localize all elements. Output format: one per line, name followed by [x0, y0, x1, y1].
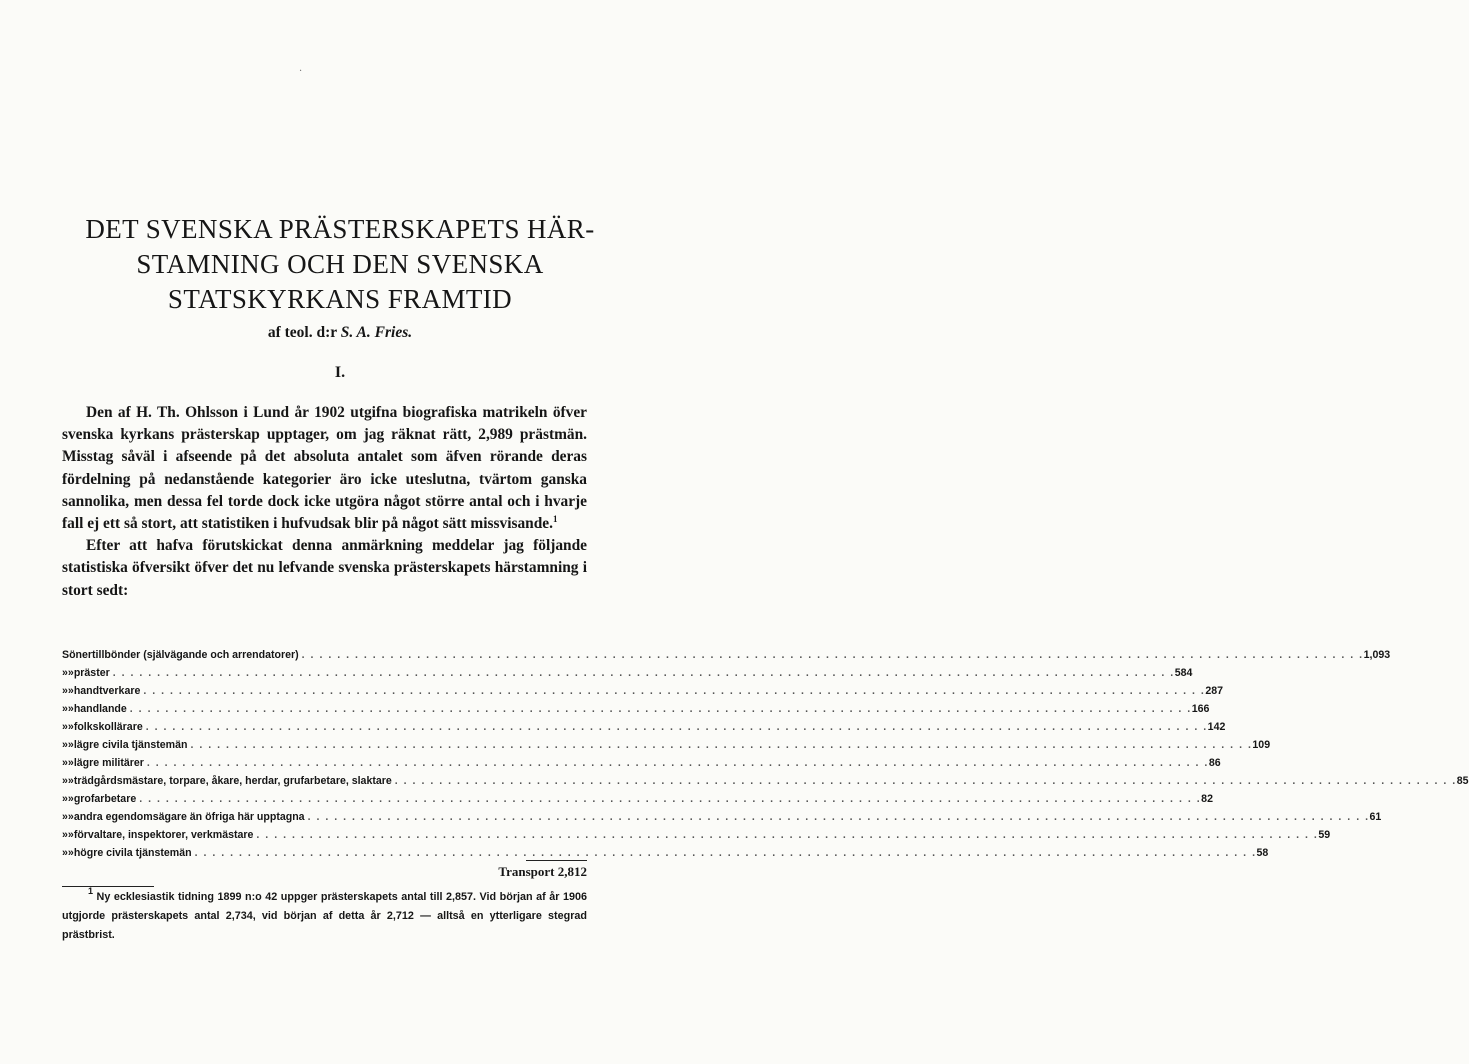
title-line-3: STATSKYRKANS FRAMTID: [167, 284, 513, 314]
row-connector: »: [67, 667, 74, 679]
row-label-cell: [74, 808, 1370, 826]
row-label-cell: [74, 736, 1253, 754]
row-connector: »: [67, 757, 74, 769]
author-name: S. A. Fries.: [340, 324, 413, 341]
author-line: [40, 324, 640, 342]
page-speck: ·: [299, 66, 303, 77]
row-label-cell: [74, 682, 1206, 700]
row-connector: »: [67, 793, 74, 805]
row-connector: »: [67, 739, 74, 751]
sum-rule: [526, 860, 587, 861]
footnote-mark: 1: [88, 886, 94, 896]
row-connector: »: [67, 703, 74, 715]
dot-leader: . . . . . . . . . . . . . . . . . . . . . . . . . . . . . . . . . . . . . . . . . . . . . . . . . . . . . . . . . . . . . . . . . . . . . . . . . . . . . . . . . . . . . . . . . . . . . . . . . . . . . . . . . . . . . . . . . . . . . . . .: [194, 847, 1257, 859]
row-value: 584: [1174, 667, 1193, 679]
table-row: [62, 682, 1223, 700]
dot-leader: . . . . . . . . . . . . . . . . . . . . . . . . . . . . . . . . . . . . . . . . . . . . . . . . . . . . . . . . . . . . . . . . . . . . . . . . . . . . . . . . . . . . . . . . . . . . . . . . . . . . . . . . . . . . . . . . . . . . . . . .: [256, 829, 1319, 841]
row-prefix: »: [62, 829, 68, 841]
row-connector: till: [92, 649, 105, 661]
article-title: [40, 212, 640, 317]
footnote-paragraph: [62, 888, 587, 945]
dot-leader: . . . . . . . . . . . . . . . . . . . . . . . . . . . . . . . . . . . . . . . . . . . . . . . . . . . . . . . . . . . . . . . . . . . . . . . . . . . . . . . . . . . . . . . . . . . . . . . . . . . . . . . . . . . . . . . . . . . . . . . .: [112, 667, 1175, 679]
row-prefix: »: [62, 685, 68, 697]
row-label-cell: [74, 754, 1209, 772]
footnote-text: Ny ecklesiastik tidning 1899 n:o 42 uppger prästerskapets antal till 2,857. Vid början af år 1906 utgjorde prästerskapets antal 2,734, vid början af detta år 2,712 — alltså en ytterligare stegrad prästbrist.: [62, 891, 587, 941]
row-prefix: »: [62, 793, 68, 805]
row-prefix: Söner: [62, 649, 93, 661]
row-prefix: »: [62, 739, 68, 751]
row-value: 166: [1191, 703, 1210, 715]
footnote-reference: 1: [552, 514, 558, 525]
table-row: [62, 754, 1221, 772]
row-label-cell: [104, 646, 1363, 664]
row-prefix: »: [62, 847, 68, 859]
row-label: lägre militärer: [73, 757, 144, 769]
paragraph-1: [62, 402, 587, 535]
transport-total: [300, 864, 587, 880]
table-row: [62, 664, 1193, 682]
row-label: högre civila tjänstemän: [73, 847, 192, 859]
row-value: 59: [1318, 829, 1331, 841]
row-value: 142: [1207, 721, 1226, 733]
dot-leader: . . . . . . . . . . . . . . . . . . . . . . . . . . . . . . . . . . . . . . . . . . . . . . . . . . . . . . . . . . . . . . . . . . . . . . . . . . . . . . . . . . . . . . . . . . . . . . . . . . . . . . . . . . . . . . . . . . . . . . . .: [143, 685, 1206, 697]
footnote-rule: [62, 886, 154, 887]
title-line-2: STAMNING OCH DEN SVENSKA: [136, 249, 544, 279]
table-row: [62, 844, 1269, 862]
row-connector: »: [67, 847, 74, 859]
table-row: [62, 646, 1391, 664]
dot-leader: . . . . . . . . . . . . . . . . . . . . . . . . . . . . . . . . . . . . . . . . . . . . . . . . . . . . . . . . . . . . . . . . . . . . . . . . . . . . . . . . . . . . . . . . . . . . . . . . . . . . . . . . . . . . . . . . . . . . . . . .: [146, 757, 1209, 769]
dot-leader: . . . . . . . . . . . . . . . . . . . . . . . . . . . . . . . . . . . . . . . . . . . . . . . . . . . . . . . . . . . . . . . . . . . . . . . . . . . . . . . . . . . . . . . . . . . . . . . . . . . . . . . . . . . . . . . . . . . . . . . .: [394, 775, 1457, 787]
dot-leader: . . . . . . . . . . . . . . . . . . . . . . . . . . . . . . . . . . . . . . . . . . . . . . . . . . . . . . . . . . . . . . . . . . . . . . . . . . . . . . . . . . . . . . . . . . . . . . . . . . . . . . . . . . . . . . . . . . . . . . . .: [307, 811, 1370, 823]
row-label: grofarbetare: [73, 793, 137, 805]
row-prefix: »: [62, 721, 68, 733]
transport-value: 2,812: [557, 864, 587, 879]
paragraph-1-text: Den af H. Th. Ohlsson i Lund år 1902 utgifna biografiska matrikeln öfver svenska kyrkans prästerskap upptager, om jag räknat rätt, 2,989 prästmän. Misstag såväl i afseende på det absoluta antalet som äfven rörande deras fördelning på nedanstående kategorier äro icke uteslutna, tvärtom ganska sannolika, men dessa fel torde dock icke utgöra något större antal och i hvarje fall ej ett så stort, att statistiken i hufvudsak blir på något sätt missvisande.: [62, 404, 587, 533]
dot-leader: . . . . . . . . . . . . . . . . . . . . . . . . . . . . . . . . . . . . . . . . . . . . . . . . . . . . . . . . . . . . . . . . . . . . . . . . . . . . . . . . . . . . . . . . . . . . . . . . . . . . . . . . . . . . . . . . . . . . . . . .: [139, 793, 1202, 805]
table-row: [62, 736, 1271, 754]
row-value: 86: [1208, 757, 1221, 769]
row-label-cell: [74, 826, 1319, 844]
table-row: [62, 700, 1210, 718]
table-row: [62, 826, 1331, 844]
row-value: 58: [1256, 847, 1269, 859]
row-value: 1,093: [1363, 649, 1391, 661]
dot-leader: . . . . . . . . . . . . . . . . . . . . . . . . . . . . . . . . . . . . . . . . . . . . . . . . . . . . . . . . . . . . . . . . . . . . . . . . . . . . . . . . . . . . . . . . . . . . . . . . . . . . . . . . . . . . . . . . . . . . . . . .: [301, 649, 1364, 661]
row-prefix: »: [62, 757, 68, 769]
row-label-cell: [74, 844, 1257, 862]
section-number: I.: [334, 364, 346, 381]
table-row: [62, 808, 1382, 826]
row-connector: »: [67, 721, 74, 733]
footnote: [62, 888, 587, 945]
table-row: [62, 718, 1226, 736]
row-label: bönder (självägande och arrendatorer): [104, 649, 299, 661]
row-label: handtverkare: [73, 685, 141, 697]
row-value: 287: [1205, 685, 1223, 697]
row-label: handlande: [73, 703, 127, 715]
paragraph-2: Efter att hafva förutskickat denna anmärkning meddelar jag följande statistiska öfversikt öfver det nu lefvande svenska prästerskapets härstamning i stort sedt:: [62, 537, 587, 599]
row-label: präster: [73, 667, 110, 679]
dot-leader: . . . . . . . . . . . . . . . . . . . . . . . . . . . . . . . . . . . . . . . . . . . . . . . . . . . . . . . . . . . . . . . . . . . . . . . . . . . . . . . . . . . . . . . . . . . . . . . . . . . . . . . . . . . . . . . . . . . . . . . .: [190, 739, 1253, 751]
author-prefix: af teol. d:r: [267, 324, 337, 341]
row-label-cell: [74, 718, 1208, 736]
row-connector: »: [67, 811, 74, 823]
row-connector: »: [67, 775, 74, 787]
row-label-cell: [74, 772, 1457, 790]
table-row: [62, 790, 1213, 808]
dot-leader: . . . . . . . . . . . . . . . . . . . . . . . . . . . . . . . . . . . . . . . . . . . . . . . . . . . . . . . . . . . . . . . . . . . . . . . . . . . . . . . . . . . . . . . . . . . . . . . . . . . . . . . . . . . . . . . . . . . . . . . .: [129, 703, 1192, 715]
row-label: förvaltare, inspektorer, verkmästare: [73, 829, 254, 841]
dot-leader: . . . . . . . . . . . . . . . . . . . . . . . . . . . . . . . . . . . . . . . . . . . . . . . . . . . . . . . . . . . . . . . . . . . . . . . . . . . . . . . . . . . . . . . . . . . . . . . . . . . . . . . . . . . . . . . . . . . . . . . .: [145, 721, 1208, 733]
row-label-cell: [74, 664, 1175, 682]
transport-label: Transport: [498, 864, 555, 879]
row-prefix: »: [62, 811, 68, 823]
row-value: 61: [1369, 811, 1382, 823]
row-label: lägre civila tjänstemän: [73, 739, 188, 751]
row-label-cell: [74, 700, 1192, 718]
row-prefix: »: [62, 667, 68, 679]
row-label: trädgårdsmästare, torpare, åkare, herdar, grufarbetare, slaktare: [73, 775, 392, 787]
row-connector: »: [67, 685, 74, 697]
row-value: 82: [1201, 793, 1213, 805]
row-label: folkskollärare: [73, 721, 143, 733]
table-row: [62, 772, 1469, 790]
row-label: andra egendomsägare än öfriga här upptagna: [73, 811, 305, 823]
row-prefix: »: [62, 775, 68, 787]
title-line-1: DET SVENSKA PRÄSTERSKAPETS HÄR-: [85, 214, 595, 244]
body-text: [62, 402, 587, 602]
row-value: 109: [1252, 739, 1271, 751]
statistics-table: [62, 646, 1469, 862]
row-value: 85: [1456, 775, 1469, 787]
row-label-cell: [74, 790, 1201, 808]
row-connector: »: [67, 829, 74, 841]
row-prefix: »: [62, 703, 68, 715]
